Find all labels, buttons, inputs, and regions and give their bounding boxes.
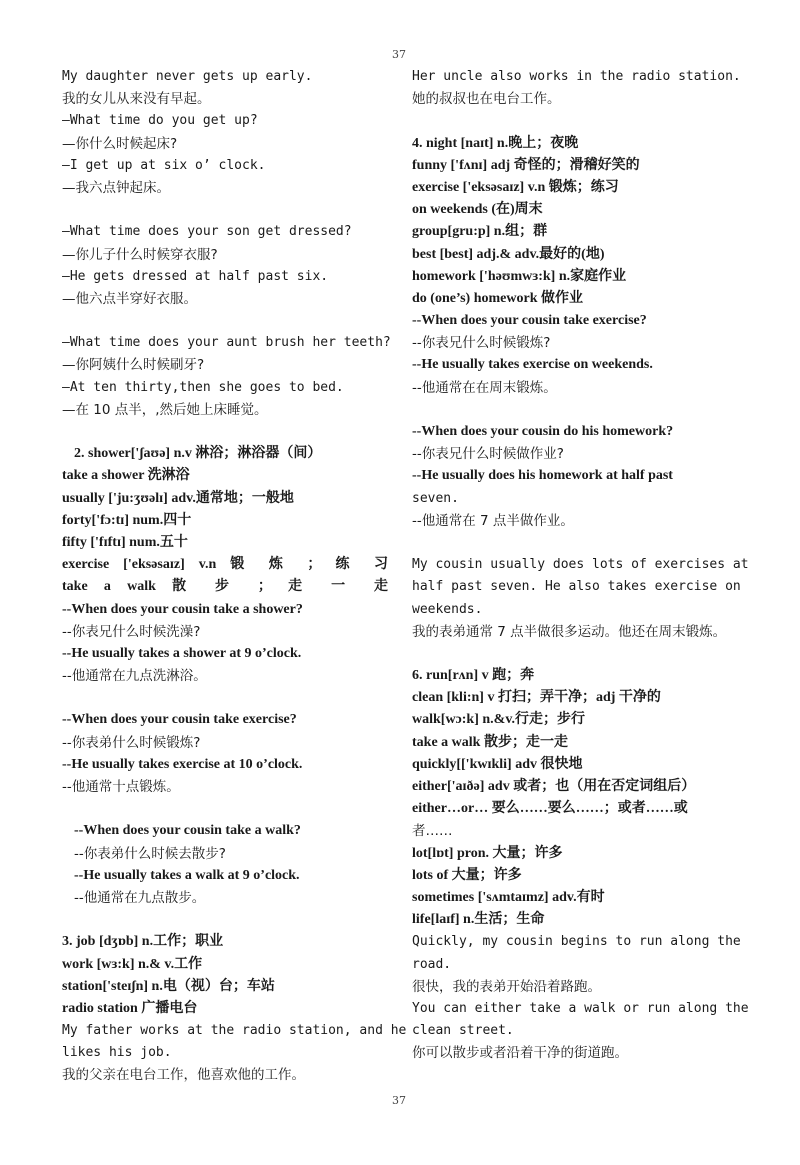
text-line: 4. night [naɪt] n.晚上；夜晚: [412, 135, 579, 151]
text-line: --He usually takes exercise on weekends.: [412, 357, 653, 373]
text-line: --He usually takes exercise at 10 o’clock.: [62, 756, 303, 772]
text-line: on weekends (在)周末: [412, 202, 543, 218]
text-line: --你表兄什么时候做作业?: [412, 446, 564, 463]
blank-spacer: [412, 110, 748, 132]
text-line: 你可以散步或者沿着干净的街道跑。: [412, 1045, 628, 1062]
text-line: 6. run[rʌn] v 跑；奔: [412, 668, 535, 684]
text-line: lot[lɒt] pron. 大量；许多: [412, 845, 563, 861]
text-line: —在 10 点半，,然后她上床睡觉。: [62, 401, 268, 418]
text-line: road.: [412, 956, 452, 972]
text-line: 3. job [dʒɒb] n.工作；职业: [62, 934, 224, 950]
text-line: --你表兄什么时候锻炼?: [412, 335, 551, 352]
text-line: —你儿子什么时候穿衣服?: [62, 246, 218, 263]
text-line: --你表弟什么时候锻炼?: [62, 734, 201, 751]
text-line: —At ten thirty,then she goes to bed.: [62, 379, 344, 395]
blank-spacer: [62, 687, 388, 709]
text-line: 我的女儿从来没有早起。: [62, 91, 211, 108]
text-line: —I get up at six o’ clock.: [62, 157, 266, 173]
text-line: --When does your cousin take a shower?: [62, 601, 303, 617]
text-line: life[laɪf] n.生活；生命: [412, 912, 545, 928]
text-line: --He usually takes a walk at 9 o’clock.: [74, 867, 300, 883]
text-line: My cousin usually does lots of exercises at: [412, 557, 749, 573]
text-line: —你什么时候起床?: [62, 135, 178, 152]
text-line: —He gets dressed at half past six.: [62, 268, 329, 284]
text-line: weekends.: [412, 601, 483, 617]
text-line: --他通常在九点散步。: [74, 889, 206, 906]
text-line: --他通常在在周末锻炼。: [412, 379, 557, 396]
text-line: exercise ['eksəsaɪz] v.n 锻 炼 ； 练 习: [62, 557, 388, 573]
text-line: fifty ['fɪftɪ] num.五十: [62, 534, 188, 550]
text-line: 我的表弟通常 7 点半做很多运动。他还在周末锻炼。: [412, 623, 727, 640]
text-line: --他通常在 7 点半做作业。: [412, 512, 574, 529]
text-line: exercise ['eksəsaɪz] v.n 锻炼；练习: [412, 179, 619, 195]
text-line: clean street.: [412, 1023, 514, 1039]
blank-spacer: [62, 798, 388, 820]
right-column: [412, 66, 748, 1064]
text-line: —我六点钟起床。: [62, 179, 170, 196]
text-line: --When does your cousin do his homework?: [412, 424, 674, 439]
text-line: --He usually does his homework at half past: [412, 468, 673, 484]
text-line: 2. shower['ʃaʊə] n.v 淋浴；淋浴器（间）: [74, 446, 322, 462]
text-line: --你表弟什么时候去散步?: [74, 845, 226, 862]
text-line: usually ['ju:ʒʊəlɪ] adv.通常地；一般地: [62, 490, 294, 506]
blank-spacer: [62, 421, 388, 443]
left-column: [62, 66, 407, 1087]
text-line: --他通常十点锻炼。: [62, 779, 180, 795]
text-line: 很快，我的表弟开始沿着路跑。: [412, 978, 601, 995]
text-line: --When does your cousin take exercise?: [62, 712, 297, 728]
text-line: take a walk 散 步 ； 走 一 走: [62, 579, 388, 595]
text-line: 者……: [412, 823, 453, 840]
text-line: radio station 广播电台: [62, 1000, 198, 1016]
text-line: —你阿姨什么时候刷牙?: [62, 357, 205, 374]
text-line: station['steɪʃn] n.电（视）台；车站: [62, 978, 275, 994]
text-line: My father works at the radio station, and he: [62, 1023, 407, 1039]
text-line: You can either take a walk or run along the: [412, 1000, 749, 1016]
text-line: My daughter never gets up early.: [62, 69, 313, 84]
text-line: seven.: [412, 490, 459, 506]
blank-spacer: [62, 909, 388, 931]
text-line: lots of 大量；许多: [412, 867, 522, 883]
page-number-bottom: 37: [392, 1094, 406, 1107]
blank-spacer: [412, 532, 748, 554]
page-number-top: 37: [392, 48, 406, 61]
text-line: —What time do you get up?: [62, 113, 258, 129]
text-line: Quickly, my cousin begins to run along the: [412, 934, 741, 950]
text-line: best [best] adj.& adv.最好的(地): [412, 246, 605, 262]
text-line: either…or… 要么……要么……；或者……或: [412, 801, 688, 817]
text-line: likes his job.: [62, 1045, 172, 1061]
text-line: group[gru:p] n.组；群: [412, 224, 548, 240]
blank-spacer: [62, 310, 388, 332]
text-line: clean [kli:n] v 打扫；弄干净；adj 干净的: [412, 690, 661, 706]
text-line: --He usually takes a shower at 9 o’clock.: [62, 645, 302, 661]
text-line: work [wɜ:k] n.& v.工作: [62, 956, 203, 972]
text-line: --他通常在九点洗淋浴。: [62, 668, 207, 685]
text-line: homework ['həʊmwɜ:k] n.家庭作业: [412, 268, 627, 284]
text-line: 她的叔叔也在电台工作。: [412, 91, 561, 108]
text-line: --When does your cousin take a walk?: [74, 823, 301, 839]
text-line: --你表兄什么时候洗澡?: [62, 623, 201, 640]
text-line: funny ['fʌnɪ] adj 奇怪的；滑稽好笑的: [412, 157, 640, 173]
blank-spacer: [62, 199, 388, 221]
text-line: take a shower 洗淋浴: [62, 468, 190, 484]
text-line: —What time does your son get dressed?: [62, 224, 352, 240]
text-line: —What time does your aunt brush her teeth?: [62, 335, 391, 351]
text-line: either['aɪðə] adv 或者；也（用在否定词组后）: [412, 779, 696, 794]
text-line: walk[wɔ:k] n.&v.行走；步行: [412, 712, 586, 728]
blank-spacer: [412, 643, 748, 665]
text-line: Her uncle also works in the radio station.: [412, 69, 741, 84]
text-line: half past seven. He also takes exercise on: [412, 579, 741, 595]
text-line: --When does your cousin take exercise?: [412, 313, 647, 329]
text-line: —他六点半穿好衣服。: [62, 290, 197, 307]
text-line: sometimes ['sʌmtaɪmz] adv.有时: [412, 889, 605, 905]
text-line: 我的父亲在电台工作，他喜欢他的工作。: [62, 1067, 305, 1084]
text-line: do (one’s) homework 做作业: [412, 290, 583, 306]
text-line: take a walk 散步；走一走: [412, 734, 568, 750]
blank-spacer: [412, 399, 748, 421]
text-line: forty['fɔ:tɪ] num.四十: [62, 512, 192, 528]
text-line: quickly[['kwɪkli] adv 很快地: [412, 756, 583, 772]
